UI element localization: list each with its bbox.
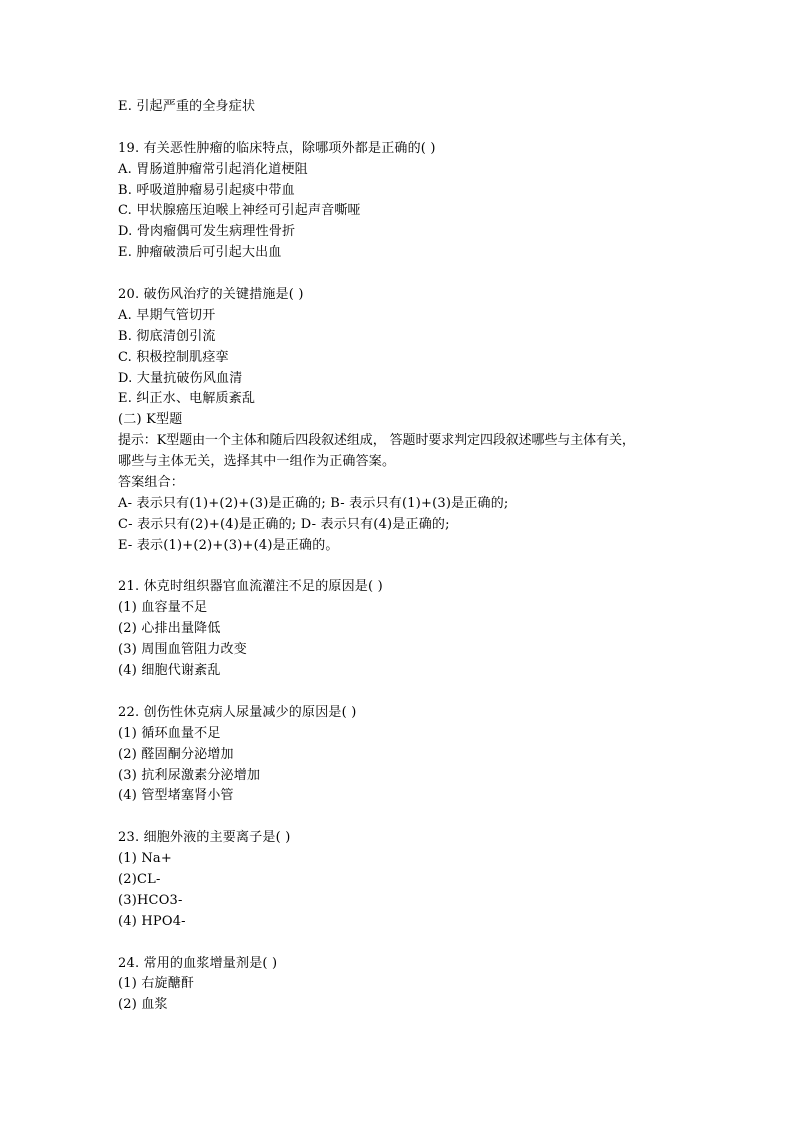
question-19-stem: 19. 有关恶性肿瘤的临床特点，除哪项外都是正确的( ) (118, 140, 436, 156)
question-21-item-1: (1) 血容量不足 (118, 600, 208, 616)
answer-combination-e: E- 表示(1)+(2)+(3)+(4)是正确的。 (118, 537, 339, 553)
spacer (118, 807, 688, 828)
answer-combination-heading: 答案组合： (118, 475, 185, 491)
question-21-item-3: (3) 周围血管阻力改变 (118, 642, 247, 658)
answer-combination-a-b: A- 表示只有(1)+(2)+(3)是正确的; B- 表示只有(1)+(3)是正确的; (118, 495, 509, 511)
question-23-stem: 23. 细胞外液的主要离子是( ) (118, 830, 291, 846)
question-23-item-1: (1) Na+ (118, 851, 172, 867)
question-23-item-4: (4) HPO4- (118, 913, 186, 929)
question-19-option-d: D. 骨肉瘤偶可发生病理性骨折 (118, 224, 296, 240)
question-19-option-a: A. 胃肠道肿瘤常引起消化道梗阻 (118, 161, 308, 177)
instruction-line-2: 哪些与主体无关，选择其中一组作为正确答案。 (118, 454, 396, 470)
question-22-item-3: (3) 抗利尿激素分泌增加 (118, 767, 261, 783)
question-20-option-d: D. 大量抗破伤风血清 (118, 370, 243, 386)
question-20-option-a: A. 早期气管切开 (118, 307, 216, 323)
question-21-stem: 21. 休克时组织器官血流灌注不足的原因是( ) (118, 579, 383, 595)
question-24-stem: 24. 常用的血浆增量剂是( ) (118, 955, 278, 971)
section-heading: (二) K型题 (118, 412, 183, 428)
spacer (118, 557, 688, 578)
question-20-option-b: B. 彻底清创引流 (118, 328, 216, 344)
question-23-item-2: (2)CL- (118, 871, 161, 887)
question-22-stem: 22. 创伤性休克病人尿量减少的原因是( ) (118, 704, 357, 720)
question-21-item-4: (4) 细胞代谢紊乱 (118, 663, 221, 679)
spacer (118, 118, 688, 139)
instruction-line-1: 提示：K型题由一个主体和随后四段叙述组成， 答题时要求判定四段叙述哪些与主体有关， (118, 433, 635, 449)
answer-combination-c-d: C- 表示只有(2)+(4)是正确的; D- 表示只有(4)是正确的; (118, 516, 450, 532)
question-19-option-b: B. 呼吸道肿瘤易引起痰中带血 (118, 182, 295, 198)
question-19-option-e: E. 肿瘤破溃后可引起大出血 (118, 245, 282, 261)
spacer (118, 264, 688, 285)
question-22-item-1: (1) 循环血量不足 (118, 725, 221, 741)
question-23-item-3: (3)HCO3- (118, 892, 183, 908)
spacer (118, 682, 688, 703)
document-body (118, 97, 688, 1016)
question-18-option-e: E. 引起严重的全身症状 (118, 99, 256, 114)
question-22-item-2: (2) 醛固酮分泌增加 (118, 746, 234, 762)
question-19-option-c: C. 甲状腺癌压迫喉上神经可引起声音嘶哑 (118, 203, 361, 219)
question-21-item-2: (2) 心排出量降低 (118, 621, 221, 637)
question-20-stem: 20. 破伤风治疗的关键措施是( ) (118, 287, 304, 303)
question-20-option-c: C. 积极控制肌痉挛 (118, 349, 229, 365)
question-22-item-4: (4) 管型堵塞肾小管 (118, 788, 234, 804)
question-24-item-2: (2) 血浆 (118, 997, 168, 1013)
question-24-item-1: (1) 右旋醣酐 (118, 976, 195, 992)
spacer (118, 933, 688, 954)
question-20-option-e: E. 纠正水、电解质紊乱 (118, 391, 256, 407)
